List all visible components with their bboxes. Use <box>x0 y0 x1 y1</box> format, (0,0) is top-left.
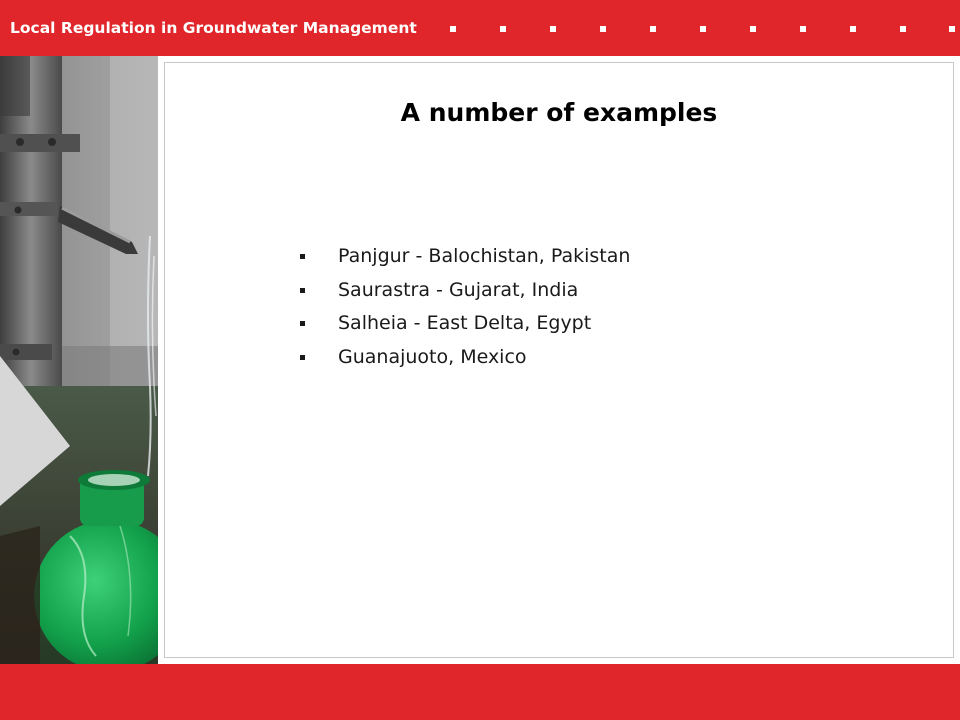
square-bullet-icon <box>300 288 305 293</box>
header-dot <box>650 26 656 32</box>
bullet-item <box>298 341 630 375</box>
footer-bar <box>0 664 960 720</box>
header-dot <box>900 26 906 32</box>
header-dot <box>450 26 456 32</box>
bullet-item <box>298 274 630 308</box>
bullet-item <box>298 240 630 274</box>
header-dot <box>500 26 506 32</box>
bullet-text: Panjgur - Balochistan, Pakistan <box>338 245 631 267</box>
hand-pump-photo <box>0 56 158 664</box>
header-dot <box>949 26 955 32</box>
header-bar <box>0 0 960 56</box>
bullet-text: Saurastra - Gujarat, India <box>338 278 579 301</box>
header-dot <box>850 26 856 32</box>
square-bullet-icon <box>300 355 305 360</box>
bullet-item <box>298 307 630 341</box>
square-bullet-icon <box>300 254 305 259</box>
header-dot <box>700 26 706 32</box>
header-dot <box>550 26 556 32</box>
bullet-list <box>298 240 630 374</box>
header-dot <box>750 26 756 32</box>
header-title: Local Regulation in Groundwater Management <box>10 19 417 37</box>
square-bullet-icon <box>300 321 305 326</box>
slide-title: A number of examples <box>400 98 718 127</box>
bullet-text: Salheia - East Delta, Egypt <box>338 312 592 334</box>
bullet-text: Guanajuoto, Mexico <box>338 345 527 368</box>
header-dot <box>800 26 806 32</box>
header-dot <box>600 26 606 32</box>
header-dot-row <box>450 26 955 32</box>
